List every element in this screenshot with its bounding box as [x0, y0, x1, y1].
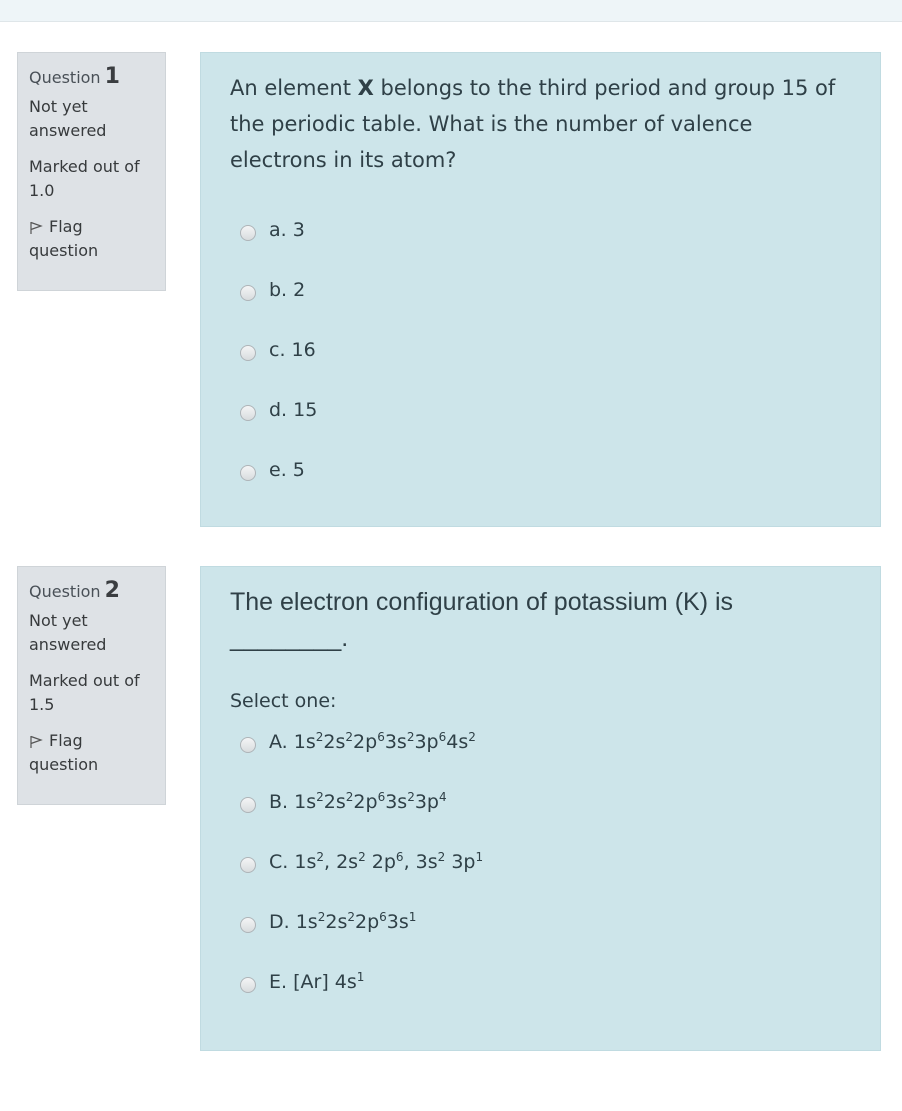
question-text [230, 70, 851, 178]
question-grade: Marked out of 1.5 [29, 671, 140, 714]
answer-option[interactable] [240, 320, 851, 380]
answer-label: b. 2 [269, 279, 306, 301]
question-text-part: An element [230, 76, 358, 100]
flag-question-label: Flag question [29, 731, 99, 774]
question-1-info [17, 52, 166, 291]
question-state: Not yet answered [29, 611, 107, 654]
question-label: Question [29, 582, 101, 601]
question-number [29, 63, 154, 91]
answer-label: A. $1s^22s^22p^63s^23p^64s^2$ [269, 730, 476, 753]
flag-question-label: Flag question [29, 217, 99, 260]
question-state: Not yet answered [29, 97, 107, 140]
answer-label: E. [Ar] $4s^1$ [269, 970, 365, 993]
flag-question-link[interactable] [29, 215, 154, 263]
answer-option[interactable] [240, 712, 851, 772]
flag-icon [29, 735, 43, 749]
radio-button[interactable] [240, 797, 256, 813]
answer-option[interactable] [240, 200, 851, 260]
answer-label: d. 15 [269, 399, 318, 421]
question-number-value: 2 [104, 578, 120, 603]
radio-button[interactable] [240, 405, 256, 421]
radio-button[interactable] [240, 857, 256, 873]
top-bar [0, 0, 902, 22]
answer-option[interactable] [240, 772, 851, 832]
radio-button[interactable] [240, 917, 256, 933]
question-2-info [17, 566, 166, 805]
question-text-bold: X [357, 76, 374, 100]
radio-button[interactable] [240, 225, 256, 241]
question-number [29, 577, 154, 605]
answer-option[interactable] [240, 440, 851, 500]
question-2-content [200, 566, 881, 1051]
question-text-part: belongs to the third period and group 15 of the periodic table. What is the number of valence electrons in its atom? [230, 76, 836, 172]
radio-button[interactable] [240, 465, 256, 481]
answer-label: c. 16 [269, 339, 316, 361]
radio-button[interactable] [240, 285, 256, 301]
question-label: Question [29, 68, 101, 87]
select-one-prompt: Select one: [230, 690, 337, 712]
answer-label: D. $1s^22s^22p^63s^1$ [269, 910, 417, 933]
answer-list [230, 712, 851, 1012]
answer-label: a. 3 [269, 219, 305, 241]
answer-option[interactable] [240, 952, 851, 1012]
answer-list [230, 200, 851, 500]
question-grade: Marked out of 1.0 [29, 157, 140, 200]
answer-label: B. $1s^22s^22p^63s^23p^4$ [269, 790, 447, 813]
question-text: The electron configuration of potassium (K) is ________. [230, 588, 734, 652]
answer-option[interactable] [240, 892, 851, 952]
question-1-content [200, 52, 881, 527]
answer-label: e. 5 [269, 459, 305, 481]
radio-button[interactable] [240, 737, 256, 753]
answer-option[interactable] [240, 832, 851, 892]
answer-label: C. $1s^2$, $2s^2$ $2p^6$, $3s^2$ $3p^1$ [269, 850, 484, 873]
answer-option[interactable] [240, 380, 851, 440]
radio-button[interactable] [240, 977, 256, 993]
flag-question-link[interactable] [29, 729, 154, 777]
flag-icon [29, 221, 43, 235]
radio-button[interactable] [240, 345, 256, 361]
question-number-value: 1 [104, 64, 120, 89]
answer-option[interactable] [240, 260, 851, 320]
